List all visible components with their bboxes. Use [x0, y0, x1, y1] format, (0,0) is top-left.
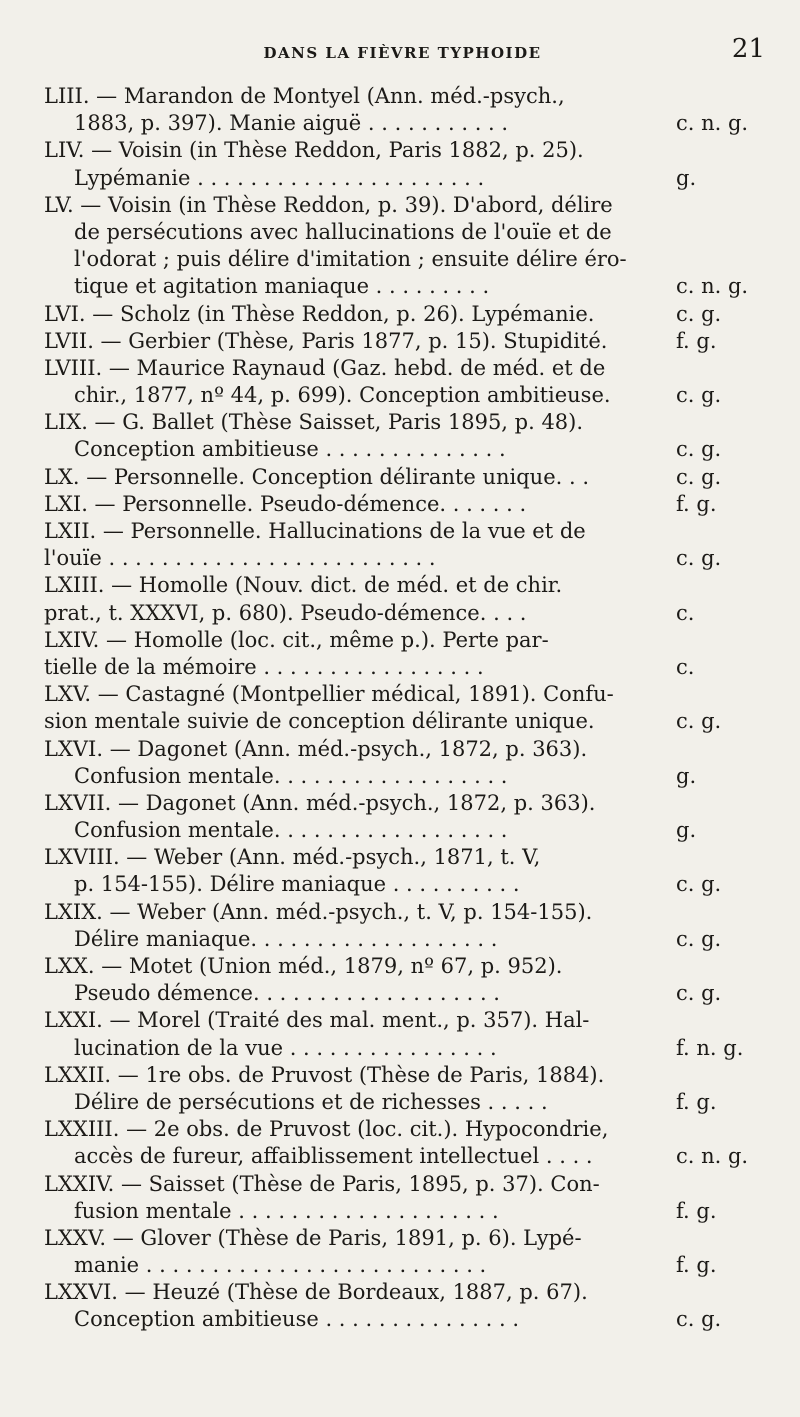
classification-codes: f. n. g. — [676, 1035, 744, 1060]
text-line — [44, 1145, 764, 1167]
line-text: LXVIII. — Weber (Ann. méd.-psych., 1871, t. V, — [44, 845, 541, 870]
line-text: LXVII. — Dagonet (Ann. méd.-psych., 1872, p. 363). — [44, 790, 596, 815]
text-line — [44, 1281, 764, 1303]
text-line — [44, 901, 764, 923]
line-text: LXXIV. — Saisset (Thèse de Paris, 1895, p. 37). Con- — [44, 1171, 600, 1196]
text-line — [44, 1173, 764, 1195]
text-line — [44, 1009, 764, 1031]
text-line — [44, 738, 764, 760]
text-line — [44, 982, 764, 1004]
text-line — [44, 438, 764, 460]
line-text: chir., 1877, nº 44, p. 699). Conception ambitieuse. — [74, 383, 611, 408]
line-text: LIV. — Voisin (in Thèse Reddon, Paris 1882, p. 25). — [44, 138, 584, 163]
text-line — [44, 602, 764, 624]
line-text: LXIII. — Homolle (Nouv. dict. de méd. et de chir. — [44, 573, 563, 598]
classification-codes: g. — [676, 763, 697, 788]
text-line — [44, 139, 764, 161]
observation-list — [44, 85, 764, 1336]
line-text: LVI. — Scholz (in Thèse Reddon, p. 26). Lypémanie. — [44, 301, 595, 326]
line-text: Lypémanie . . . . . . . . . . . . . . . . . . . . . . — [74, 165, 485, 190]
line-text: 1883, p. 397). Manie aiguë . . . . . . . . . . . — [74, 111, 509, 136]
line-text: LXIV. — Homolle (loc. cit., même p.). Perte par- — [44, 627, 549, 652]
line-text: tielle de la mémoire . . . . . . . . . . . . . . . . . — [44, 654, 484, 679]
text-line — [44, 1118, 764, 1140]
text-line — [44, 1064, 764, 1086]
line-text: de persécutions avec hallucinations de l'ouïe et de — [74, 219, 612, 244]
classification-codes: c. n. g. — [676, 111, 749, 136]
text-line — [44, 357, 764, 379]
text-line — [44, 765, 764, 787]
classification-codes: c. n. g. — [676, 1144, 749, 1169]
text-line — [44, 330, 764, 352]
line-text: accès de fureur, affaiblissement intellectuel . . . . — [74, 1144, 593, 1169]
text-line — [44, 303, 764, 325]
line-text: LVIII. — Maurice Raynaud (Gaz. hebd. de méd. et de — [44, 355, 606, 380]
line-text: LXXVI. — Heuzé (Thèse de Bordeaux, 1887, p. 67). — [44, 1280, 588, 1305]
text-line — [44, 574, 764, 596]
text-line — [44, 85, 764, 107]
classification-codes: c. g. — [676, 546, 722, 571]
line-text: LV. — Voisin (in Thèse Reddon, p. 39). D'abord, délire — [44, 192, 613, 217]
text-line — [44, 194, 764, 216]
text-line — [44, 1227, 764, 1249]
line-text: LXXI. — Morel (Traité des mal. ment., p. 357). Hal- — [44, 1008, 590, 1033]
text-line — [44, 275, 764, 297]
line-text: LXII. — Personnelle. Hallucinations de la vue et de — [44, 519, 586, 543]
line-text: l'ouïe . . . . . . . . . . . . . . . . . . . . . . . . . — [44, 546, 436, 571]
text-line — [44, 547, 764, 569]
line-text: Délire maniaque. . . . . . . . . . . . . . . . . . . — [74, 926, 498, 951]
line-text: LXV. — Castagné (Montpellier médical, 1891). Confu- — [44, 682, 614, 707]
line-text: l'odorat ; puis délire d'imitation ; ensuite délire éro- — [74, 247, 627, 272]
running-title: DANS LA FIÈVRE TYPHOIDE — [263, 44, 542, 62]
classification-codes: c. g. — [676, 383, 722, 408]
line-text: LIII. — Marandon de Montyel (Ann. méd.-psych., — [44, 84, 565, 108]
page-header — [40, 32, 765, 72]
line-text: LXXIII. — 2e obs. de Pruvost (loc. cit.). Hypocondrie, — [44, 1117, 609, 1142]
text-line — [44, 248, 764, 270]
text-line — [44, 928, 764, 950]
text-line — [44, 493, 764, 515]
classification-codes: c. g. — [676, 926, 722, 951]
classification-codes: c. n. g. — [676, 274, 749, 299]
classification-codes: f. g. — [676, 328, 717, 353]
classification-codes: c. — [676, 654, 695, 679]
line-text: fusion mentale . . . . . . . . . . . . . . . . . . . . — [74, 1198, 499, 1223]
text-line — [44, 1037, 764, 1059]
text-line — [44, 955, 764, 977]
text-line — [44, 466, 764, 488]
line-text: LVII. — Gerbier (Thèse, Paris 1877, p. 15). Stupidité. — [44, 328, 608, 353]
classification-codes: c. g. — [676, 301, 722, 326]
line-text: LXXII. — 1re obs. de Pruvost (Thèse de Paris, 1884). — [44, 1062, 605, 1087]
line-text: LX. — Personnelle. Conception délirante unique. . . — [44, 464, 590, 489]
text-line — [44, 710, 764, 732]
text-line — [44, 1308, 764, 1330]
classification-codes: f. g. — [676, 1089, 717, 1114]
text-line — [44, 1091, 764, 1113]
classification-codes: f. g. — [676, 1198, 717, 1223]
line-text: LIX. — G. Ballet (Thèse Saisset, Paris 1895, p. 48). — [44, 410, 584, 435]
text-line — [44, 1254, 764, 1276]
classification-codes: f. g. — [676, 1253, 717, 1278]
text-line — [44, 792, 764, 814]
text-line — [44, 629, 764, 651]
text-line — [44, 221, 764, 243]
classification-codes: c. g. — [676, 1307, 722, 1332]
classification-codes: f. g. — [676, 491, 717, 516]
classification-codes: c. — [676, 600, 695, 625]
classification-codes: c. g. — [676, 464, 722, 489]
line-text: LXXV. — Glover (Thèse de Paris, 1891, p. 6). Lypé- — [44, 1225, 582, 1250]
line-text: Délire de persécutions et de richesses . . . . . — [74, 1089, 548, 1114]
text-line — [44, 411, 764, 433]
line-text: lucination de la vue . . . . . . . . . . . . . . . . — [74, 1035, 497, 1060]
text-line — [44, 656, 764, 678]
classification-codes: c. g. — [676, 981, 722, 1006]
text-line — [44, 384, 764, 406]
line-text: p. 154-155). Délire maniaque . . . . . . . . . . — [74, 872, 520, 897]
line-text: sion mentale suivie de conception délirante unique. — [44, 709, 595, 734]
classification-codes: g. — [676, 818, 697, 843]
text-line — [44, 112, 764, 134]
classification-codes: g. — [676, 165, 697, 190]
line-text: LXX. — Motet (Union méd., 1879, nº 67, p. 952). — [44, 954, 563, 978]
line-text: tique et agitation maniaque . . . . . . . . . — [74, 274, 490, 299]
text-line — [44, 683, 764, 705]
text-line — [44, 846, 764, 868]
line-text: LXVI. — Dagonet (Ann. méd.-psych., 1872, p. 363). — [44, 736, 588, 761]
line-text: Confusion mentale. . . . . . . . . . . . . . . . . . — [74, 818, 508, 843]
line-text: Conception ambitieuse . . . . . . . . . . . . . . — [74, 437, 506, 462]
text-line — [44, 167, 764, 189]
line-text: Conception ambitieuse . . . . . . . . . . . . . . . — [74, 1307, 520, 1332]
line-text: Confusion mentale. . . . . . . . . . . . . . . . . . — [74, 763, 508, 788]
line-text: LXI. — Personnelle. Pseudo-démence. . . . . . . — [44, 491, 527, 516]
page-number: 21 — [731, 34, 765, 64]
text-line — [44, 1200, 764, 1222]
classification-codes: c. g. — [676, 872, 722, 897]
classification-codes: c. g. — [676, 709, 722, 734]
line-text: manie . . . . . . . . . . . . . . . . . . . . . . . . . . — [74, 1253, 487, 1278]
text-line — [44, 819, 764, 841]
line-text: Pseudo démence. . . . . . . . . . . . . . . . . . . — [74, 981, 500, 1006]
text-line — [44, 520, 764, 542]
text-line — [44, 873, 764, 895]
classification-codes: c. g. — [676, 437, 722, 462]
line-text: LXIX. — Weber (Ann. méd.-psych., t. V, p. 154-155). — [44, 899, 593, 924]
line-text: prat., t. XXXVI, p. 680). Pseudo-démence. . . . — [44, 600, 527, 625]
